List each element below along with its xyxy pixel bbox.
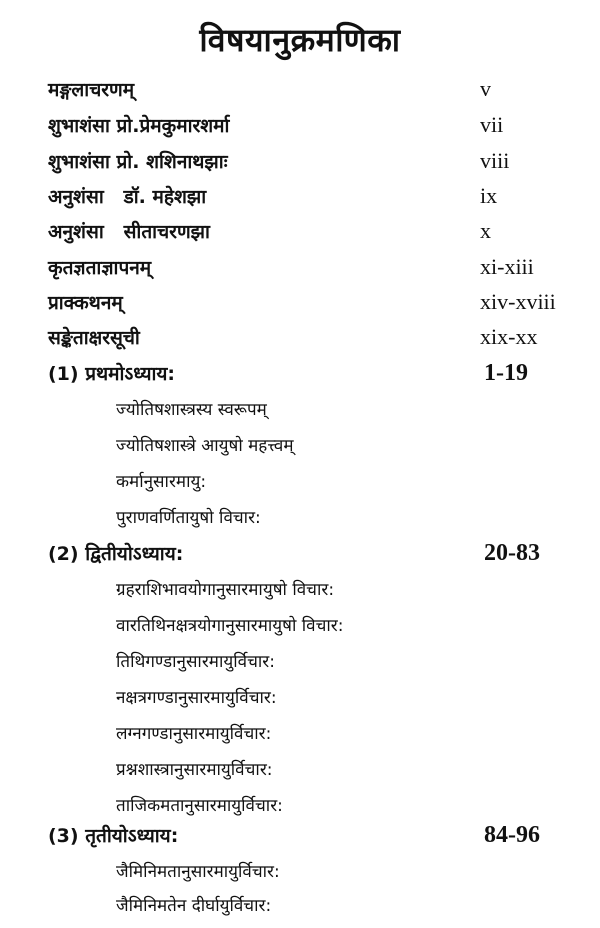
- toc-entry-label: अनुशंसा डॉ. महेशझा: [48, 186, 207, 208]
- chapter-topic: ज्योतिषशास्त्रस्य स्वरूपम्: [116, 400, 267, 420]
- toc-entry-page: xiv-xviii: [480, 289, 556, 314]
- toc-entry: [48, 112, 560, 144]
- toc-entry-label: प्राक्कथनम्: [48, 292, 123, 314]
- toc-entry-page: ix: [480, 183, 498, 208]
- chapter-label: (2) द्वितीयोऽध्याय:: [48, 543, 184, 565]
- toc-entry: [48, 254, 560, 286]
- toc-entry-label: अनुशंसा सीताचरणझा: [48, 221, 210, 243]
- toc-entry-label: शुभाशंसा प्रो.प्रेमकुमारशर्मा: [48, 115, 230, 137]
- toc-entry-page: viii: [480, 148, 510, 173]
- chapter-topic: कर्मानुसारमायु:: [116, 472, 207, 492]
- toc-entry-label: कृतज्ञताज्ञापनम्: [48, 257, 152, 279]
- toc-entry-page: xix-xx: [480, 324, 538, 349]
- chapter-heading: [48, 360, 560, 392]
- chapter-topic: ताजिकमतानुसारमायुर्विचार:: [116, 796, 283, 816]
- chapter-topic: ज्योतिषशास्त्रे आयुषो महत्त्वम्: [116, 436, 294, 456]
- toc-entry-label: मङ्गलाचरणम्: [48, 79, 135, 101]
- chapter-topic: तिथिगण्डानुसारमायुर्विचार:: [116, 652, 275, 672]
- chapter-heading: [48, 822, 560, 854]
- chapter-topic: वारतिथिनक्षत्रयोगानुसारमायुषो विचार:: [116, 616, 344, 636]
- toc-entry-label: सङ्केताक्षरसूची: [48, 327, 140, 349]
- chapter-label: (1) प्रथमोऽध्याय:: [48, 363, 176, 385]
- toc-entry: [48, 289, 560, 321]
- toc-entry: [48, 183, 560, 215]
- chapter-topic: पुराणवर्णितायुषो विचार:: [116, 508, 261, 528]
- chapter-topic: प्रश्नशास्त्रानुसारमायुर्विचार:: [116, 760, 273, 780]
- toc-entry-page: x: [480, 218, 491, 243]
- page-title: विषयानुक्रमणिका: [199, 21, 401, 59]
- toc-entry: [48, 76, 560, 108]
- toc-entry-page: vii: [480, 112, 504, 137]
- chapter-pages: 20-83: [484, 540, 540, 566]
- chapter-topic: जैमिनिमतेन दीर्घायुर्विचार:: [116, 896, 272, 916]
- chapter-label: (3) तृतीयोऽध्याय:: [48, 825, 179, 847]
- toc-entry: [48, 324, 560, 356]
- toc-entry: [48, 218, 560, 250]
- chapter-topic: जैमिनिमतानुसारमायुर्विचार:: [116, 862, 280, 882]
- chapter-topic: लग्नगण्डानुसारमायुर्विचार:: [116, 724, 272, 744]
- chapter-topic: नक्षत्रगण्डानुसारमायुर्विचार:: [116, 688, 277, 708]
- chapter-pages: 1-19: [484, 360, 528, 386]
- chapter-topic: ग्रहराशिभावयोगानुसारमायुषो विचार:: [116, 580, 335, 600]
- chapter-heading: [48, 540, 560, 572]
- toc-entry-page: xi-xiii: [480, 254, 534, 279]
- chapter-pages: 84-96: [484, 822, 540, 848]
- toc-entry: [48, 148, 560, 180]
- toc-entry-label: शुभाशंसा प्रो. शशिनाथझाः: [48, 151, 228, 173]
- toc-entry-page: v: [480, 76, 491, 101]
